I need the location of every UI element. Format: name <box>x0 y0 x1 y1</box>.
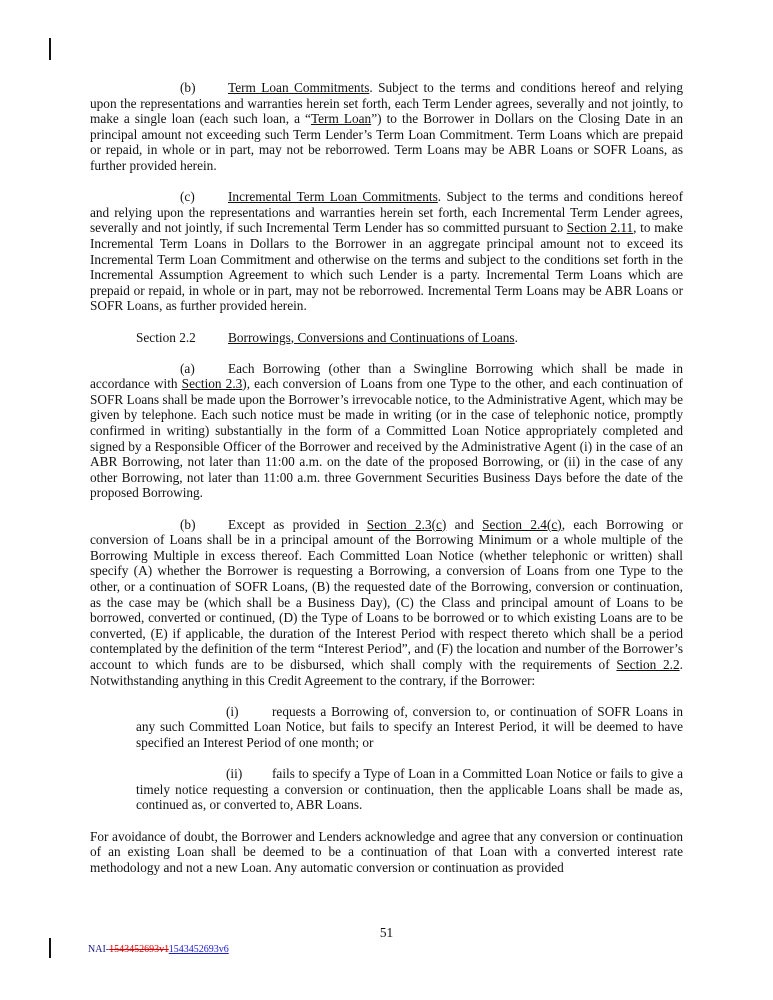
page-body <box>90 80 683 891</box>
subparagraph-ii: (ii) fails to specify a Type of Loan in a Committed Loan Notice or fails to give a timely notice requesting a conversion or continuation, then the applicable Loans shall be made as, continued as, or converted to, ABR Loans. <box>136 766 683 813</box>
section-2-2-heading: Section 2.2 Borrowings, Conversions and Continuations of Loans. <box>136 329 518 345</box>
document-id-inserted: 1543452693v6 <box>168 944 229 955</box>
change-bar-bottom <box>49 938 51 958</box>
change-bar-top <box>49 38 51 60</box>
paragraph-label: (b) <box>180 516 196 532</box>
paragraph-avoidance-of-doubt: For avoidance of doubt, the Borrower and Lenders acknowledge and agree that any conversion or continuation of an existing Loan shall be deemed to be a continuation of that Loan with a converted interest rate methodology and not a new Loan. Any automatic conversion or continuation as provided <box>90 828 683 875</box>
document-id-footer <box>88 944 229 955</box>
heading-incremental-term-loan-commitments: Incremental Term Loan Commitments <box>228 189 438 205</box>
subparagraph-label: (i) <box>226 703 239 719</box>
cross-reference-section-2-3-c: Section 2.3(c) <box>366 516 447 532</box>
paragraph-label: (c) <box>180 189 195 205</box>
section-number: Section 2.2 <box>136 329 196 345</box>
cross-reference-section-2-2: Section 2.2 <box>616 656 680 672</box>
paragraph-2-2-a: (a) Each Borrowing (other than a Swingline Borrowing which shall be made in accordance with Section 2.3), each conversion of Loans from one Type to the other, and each continuation of SOFR Loans shall be made upon the Borrower’s irrevocable notice, to the Administrative Agent, which may be given by telephone. Each such notice must be made in writing (or in the case of telephonic notice, promptly confirmed in writing) substantially in the form of a Committed Loan Notice appropriately completed and signed by a Responsible Officer of the Borrower and received by the Administrative Agent (i) in the case of an ABR Borrowing, not later than 11:00 a.m. on the date of the proposed Borrowing, or (ii) in the case of any other Borrowing, not later than 11:00 a.m. three Government Securities Business Days before the date of the proposed Borrowing. <box>90 360 683 501</box>
heading-term-loan-commitments: Term Loan Commitments <box>228 80 370 95</box>
document-id-prefix: NAI- <box>88 944 110 955</box>
defined-term-term-loan: Term Loan <box>310 111 372 127</box>
paragraph-incremental-term-loan-commitments: (c) Incremental Term Loan Commitments. Subject to the terms and conditions hereof and relying upon the representations and warranties herein set forth, each Incremental Term Lender agrees, severally and not jointly, if such Incremental Term Lender has so committed pursuant to Section 2.11, to make Incremental Term Loans in Dollars to the Borrower in an aggregate principal amount not to exceed its Incremental Term Loan Commitment and otherwise on the terms and subject to the conditions set forth in the Incremental Assumption Agreement to which such Lender is a party. Incremental Term Loans which are prepaid or repaid, in whole or in part, may not be reborrowed. Incremental Term Loans may be ABR Loans or SOFR Loans, as further provided herein. <box>90 189 684 314</box>
cross-reference-section-2-11: Section 2.11 <box>566 220 634 236</box>
paragraph-2-2-b: (b) Except as provided in Section 2.3(c) and Section 2.4(c), each Borrowing or conversion of Loans shall be in a principal amount of the Borrowing Minimum or a whole multiple of the Borrowing Multiple in excess thereof. Each Committed Loan Notice (whether telephonic or written) shall specify (A) whether the Borrower is requesting a Borrowing, a conversion of Loans from one Type to the other, or a continuation of SOFR Loans, (B) the requested date of the Borrowing, conversion or continuation, as the case may be (which shall be a Business Day), (C) the Class and principal amount of Loans to be borrowed, converted or continued, (D) the Type of Loans to be borrowed or to which existing Loans are to be converted, (E) if applicable, the duration of the Interest Period with respect thereto which shall be a period contemplated by the definition of the term “Interest Period”, and (F) the location and number of the Borrower’s account to which funds are to be disbursed, which shall comply with the requirements of Section 2.2. Notwithstanding anything in this Credit Agreement to the contrary, if the Borrower: <box>90 516 683 688</box>
subparagraph-label: (ii) <box>226 766 243 782</box>
cross-reference-section-2-3: Section 2.3 <box>181 376 243 392</box>
paragraph-label: (b) <box>180 80 196 95</box>
section-title: Borrowings, Conversions and Continuations of Loans <box>228 329 515 345</box>
paragraph-term-loan-commitments: (b) Term Loan Commitments. Subject to the terms and conditions hereof and relying upon the representations and warranties herein set forth, each Term Lender agrees, severally and not jointly, to make a single loan (each such loan, a “Term Loan”) to the Borrower in Dollars on the Closing Date in an principal amount not exceeding such Term Lender’s Term Loan Commitment. Term Loans which are prepaid or repaid, in whole or in part, may not be reborrowed. Term Loans may be ABR Loans or SOFR Loans, as further provided herein. <box>90 80 684 173</box>
cross-reference-section-2-4-c: Section 2.4(c) <box>482 516 562 532</box>
page-number: 51 <box>379 925 394 940</box>
paragraph-label: (a) <box>180 360 195 376</box>
subparagraph-i: (i) requests a Borrowing of, conversion to, or continuation of SOFR Loans in any such Committed Loan Notice, but fails to specify an Interest Period, it will be deemed to have specified an Interest Period of one month; or <box>136 703 683 750</box>
document-id-deleted: 1543452693v1 <box>109 944 169 955</box>
